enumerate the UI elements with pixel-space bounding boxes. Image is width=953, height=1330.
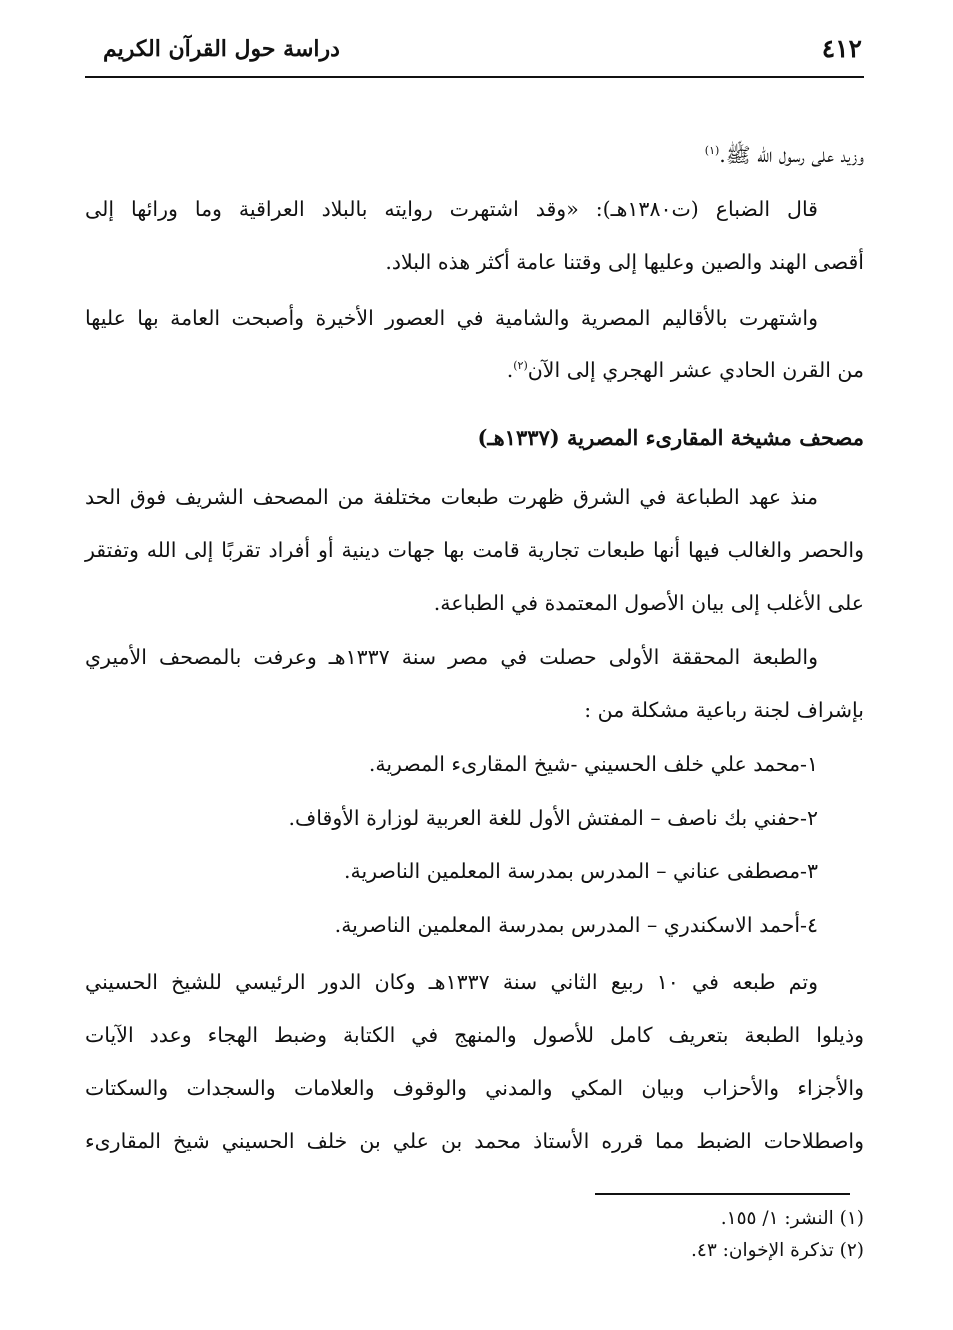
footnote-divider (595, 1193, 850, 1195)
paragraph-line: والطبعة المحققة الأولى حصلت في مصر سنة ١٣٣٧هـ وعرفت بالمصحف الأميري (85, 645, 818, 669)
paragraph-line: واشتهرت بالأقاليم المصرية والشامية في العصور الأخيرة وأصبحت العامة بها عليها (85, 306, 818, 330)
footnote: (١) النشر: ١/ ١٥٥. (720, 1208, 864, 1229)
list-item: ٢-حفني بك ناصف – المفتش الأول للغة العربية لوزارة الأوقاف. (288, 806, 818, 830)
list-item: ٤-أحمد الاسكندري – المدرس بمدرسة المعلمين الناصرية. (334, 913, 818, 937)
paragraph-line: واصطلاحات الضبط مما قرره الأستاذ محمد بن علي بن خلف الحسيني شيخ المقارىء (85, 1129, 864, 1153)
list-item: ١-محمد علي خلف الحسيني -شيخ المقارىء المصرية. (368, 752, 818, 776)
running-title: دراسة حول القرآن الكريم (103, 36, 340, 62)
paragraph-line: بإشراف لجنة رباعية مشكلة من : (584, 698, 864, 722)
paragraph-line: من القرن الحادي عشر الهجري إلى الآن$^{(٢)}$. (506, 358, 864, 382)
paragraph-line: منذ عهد الطباعة في الشرق ظهرت طبعات مختلفة من المصحف الشريف فوق الحد (85, 485, 818, 509)
page-header (85, 28, 864, 78)
list-item: ٣-مصطفى عناني – المدرس بمدرسة المعلمين الناصرية. (343, 859, 818, 883)
paragraph-line: والحصر والغالب فيها أنها طبعات تجارية قامت بها جهات دينية أو أفراد تقربًا إلى الله وتفتقر (85, 538, 864, 562)
footnote-ref: (٢) (513, 359, 528, 373)
paragraph-line: والأجزاء والأحزاب وبيان المكي والمدني والوقوف والعلامات والسجدات والسكتات (85, 1076, 864, 1100)
page-number: ٤١٢ (821, 34, 862, 63)
paragraph-line: أقصى الهند والصين وعليها إلى وقتنا عامة أكثر هذه البلاد. (385, 250, 864, 274)
paragraph-line: وذيلوا الطبعة بتعريف كامل للأصول والمنهج في الكتابة وضبط الهجاء وعدد الآيات (85, 1023, 864, 1047)
footnote: (٢) تذكرة الإخوان: ٤٣. (691, 1240, 864, 1261)
paragraph-line: وزيد على رسول الله ﷺ.$^{(١)}$ (704, 143, 864, 167)
paragraph-line: وتم طبعه في ١٠ ربيع الثاني سنة ١٣٣٧هـ وكان الدور الرئيسي للشيخ الحسيني (85, 970, 818, 994)
paragraph-line: قال الضباع (ت١٣٨٠هـ): «وقد اشتهرت روايته بالبلاد العراقية وما ورائها إلى (85, 197, 818, 221)
footnote-ref: (١) (704, 144, 720, 158)
section-heading: مصحف مشيخة المقارىء المصرية (١٣٣٧هـ) (477, 425, 864, 450)
paragraph-line: على الأغلب إلى بيان الأصول المعتمدة في الطباعة. (433, 591, 864, 615)
